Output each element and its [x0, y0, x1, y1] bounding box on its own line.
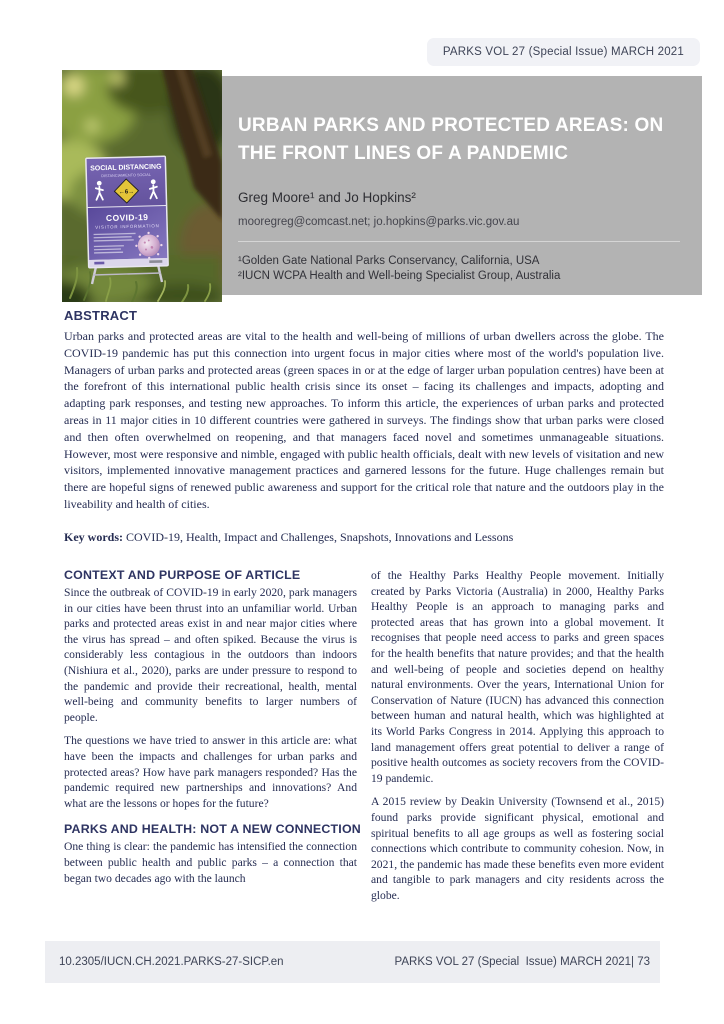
article-title-line1: URBAN PARKS AND PROTECTED AREAS: ON [238, 115, 664, 136]
header-divider [238, 241, 680, 242]
affiliations [238, 254, 680, 284]
abstract-section [64, 308, 664, 545]
page-footer [45, 941, 660, 983]
right-paragraph-1: of the Healthy Parks Healthy People movement. Initially created by Parks Victoria (Australia) in 2000, Healthy Parks Healthy People is an approach to managing parks and protected areas that has grown into a global movement. It recognises that people need access to parks and green spaces for the health benefits that nature provides; and that the health and well-being of people and societies depend on healthy natural environments. Over the years, International Union for Conservation of Nature (IUCN) has advanced this connection between human and natural health, which was highlighted at its World Parks Congress in 2014. Applying this approach to land management offers great potential to deliver a range of positive health outcomes as society recovers from the COVID-19 pandemic. [371, 569, 664, 785]
article-title-line2: THE FRONT LINES OF A PANDEMIC [238, 143, 569, 164]
sign-title-text: SOCIAL DISTANCING [90, 163, 162, 173]
left-paragraph-3: One thing is clear: the pandemic has intensified the connection between public health and public parks – a connection that began two decades ago with the launch [64, 840, 357, 885]
abstract-text: Urban parks and protected areas are vital to the health and well-being of millions of urban dwellers across the globe. The COVID-19 pandemic has put this connection into urgent focus in major cities where most of the world's population live. Managers of urban parks and protected areas (green spaces in or at the edge of larger urban population centres) have been at the forefront of this international public health crisis since its onset – facing its challenges and impacts, adopting and adapting park responses, and testing new approaches. To inform this article, the experiences of urban parks and protected areas in 11 major cities in 10 different countries were gathered in surveys. The findings show that urban parks were closed and then often overwhelmed on reopening, and that managers faced novel and sometimes unmanageable situations. However, most were responsive and nimble, engaged with public health officials, dealt with new levels of visitation and new visitors, implemented innovative management practices and garnered lessons for the future. Huge challenges remain but there are hopeful signs of renewed public awareness and support for the critical role that nature and the outdoors play in the liveability and health of cities. [64, 329, 664, 511]
header-text-block [238, 76, 702, 284]
cover-photo [62, 70, 222, 302]
authors-line: Greg Moore¹ and Jo Hopkins² [238, 190, 416, 205]
left-paragraph-2: The questions we have tried to answer in this article are: what have been the impacts and challenges for urban parks and protected areas? How have park managers responded? Has the pandemic required new partnerships and innovations? And what are the lessons or hopes for the future? [64, 734, 357, 810]
article-title [238, 112, 680, 168]
header-band [62, 76, 702, 295]
footer-issue-text: PARKS VOL 27 (Special Issue) MARCH 2021| 73 [394, 956, 650, 968]
abstract-heading: ABSTRACT [64, 308, 138, 323]
covid-title-text: COVID-19 [105, 211, 149, 224]
left-paragraph-1: Since the outbreak of COVID-19 in early 2020, park managers in our cities have been thrust into an unfamiliar world. Urban parks and protected areas exist in and near major cities where the virus has spread – and often spiked. Because the virus is considerably less contagious in the outdoors than indoors (Nishiura et al., 2020), parks are under pressure to respond to the pandemic and provide their recreational, health, mental well-being and community benefits to larger numbers of people. [64, 586, 357, 724]
author-emails: mooregreg@comcast.net; jo.hopkins@parks.vic.gov.au [238, 216, 520, 228]
body-columns [64, 568, 664, 940]
social-distancing-panel [87, 157, 166, 207]
keywords-label: Key words: [64, 529, 123, 544]
park-sign [85, 155, 169, 268]
issue-badge: PARKS VOL 27 (Special Issue) MARCH 2021 [427, 38, 700, 66]
left-column [64, 568, 361, 940]
keywords-line [64, 529, 664, 545]
keywords-text: COVID-19, Health, Impact and Challenges, Snapshots, Innovations and Lessons [126, 529, 514, 544]
covid-info-panel [88, 206, 167, 261]
right-paragraph-2: A 2015 review by Deakin University (Townsend et al., 2015) found parks provide significant physical, emotional and spiritual benefits to all age groups as well as fostering social connections which contribute to community cohesion. Now, in 2021, the pandemic has made these benefits even more evident and tangible to park managers and city residents across the globe. [371, 795, 664, 902]
section-heading-context: CONTEXT AND PURPOSE OF ARTICLE [64, 568, 301, 582]
affiliation-1: ¹Golden Gate National Parks Conservancy, California, USA [238, 255, 540, 267]
affiliation-2: ²IUCN WCPA Health and Well-being Specialist Group, Australia [238, 270, 561, 282]
doi-text: 10.2305/IUCN.CH.2021.PARKS-27-SICP.en [59, 956, 284, 968]
section-heading-parks-health: PARKS AND HEALTH: NOT A NEW CONNECTION [64, 822, 361, 837]
distance-text: ←6→ [118, 189, 135, 196]
sign-subtitle-text: DISTANCIAMIENTO SOCIAL [101, 172, 151, 179]
right-column [371, 568, 664, 940]
park-photo-illustration [62, 70, 222, 302]
covid-subtitle-text: VISITOR INFORMATION [95, 223, 160, 230]
